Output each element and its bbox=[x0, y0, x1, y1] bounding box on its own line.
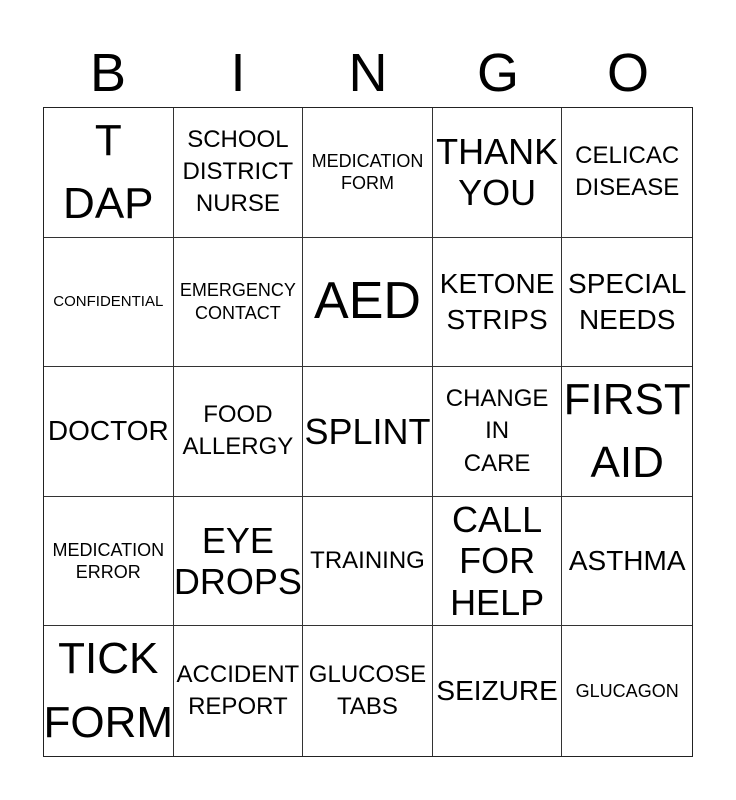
bingo-cell[interactable]: FOOD ALLERGY bbox=[174, 367, 304, 497]
header-letter-i: I bbox=[230, 43, 246, 103]
bingo-cell[interactable]: AED bbox=[303, 238, 433, 368]
bingo-cell[interactable]: KETONE STRIPS bbox=[433, 238, 563, 368]
header-letter-o: O bbox=[606, 43, 649, 103]
header-letter-n: N bbox=[348, 43, 388, 103]
bingo-cell[interactable]: MEDICATION ERROR bbox=[44, 497, 174, 627]
bingo-cell[interactable]: SPLINT bbox=[303, 367, 433, 497]
bingo-header bbox=[43, 38, 693, 108]
bingo-cell[interactable]: EYE DROPS bbox=[174, 497, 304, 627]
bingo-cell[interactable]: T DAP bbox=[44, 108, 174, 238]
header-letter-b: B bbox=[89, 43, 127, 103]
bingo-cell[interactable]: CONFIDENTIAL bbox=[44, 238, 174, 368]
bingo-cell[interactable]: SCHOOL DISTRICT NURSE bbox=[174, 108, 304, 238]
header-letter-g: G bbox=[476, 43, 519, 103]
bingo-cell[interactable]: MEDICATION FORM bbox=[303, 108, 433, 238]
bingo-cell[interactable]: CHANGE IN CARE bbox=[433, 367, 563, 497]
bingo-board bbox=[43, 107, 693, 757]
bingo-cell[interactable]: CALL FOR HELP bbox=[433, 497, 563, 627]
bingo-cell[interactable]: FIRST AID bbox=[562, 367, 692, 497]
bingo-cell[interactable]: GLUCOSE TABS bbox=[303, 626, 433, 756]
bingo-cell[interactable]: TRAINING bbox=[303, 497, 433, 627]
bingo-cell[interactable]: SPECIAL NEEDS bbox=[562, 238, 692, 368]
bingo-cell[interactable]: SEIZURE bbox=[433, 626, 563, 756]
bingo-cell[interactable]: CELICAC DISEASE bbox=[562, 108, 692, 238]
bingo-cell[interactable]: THANK YOU bbox=[433, 108, 563, 238]
bingo-cell[interactable]: GLUCAGON bbox=[575, 680, 679, 701]
bingo-cell[interactable]: ASTHMA bbox=[562, 497, 692, 627]
bingo-cell[interactable]: ACCIDENT REPORT bbox=[174, 626, 304, 756]
bingo-cell[interactable]: TICK FORM bbox=[44, 626, 174, 756]
bingo-cell[interactable]: DOCTOR bbox=[44, 367, 174, 497]
bingo-cell[interactable]: EMERGENCY CONTACT bbox=[174, 238, 304, 368]
